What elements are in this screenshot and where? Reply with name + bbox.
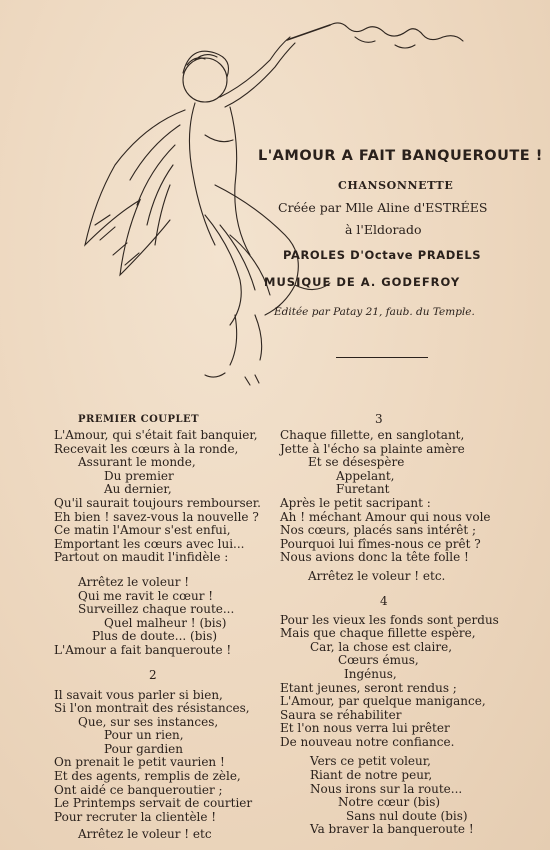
right-column [280, 413, 550, 837]
verse-line: Etant jeunes, seront rendus ; [280, 680, 457, 695]
composer-credit: MUSIQUE DE A. GODEFROY [264, 275, 461, 289]
verse-line: L'Amour, par quelque manigance, [280, 694, 486, 709]
verse-line: Partout on maudit l'infidèle : [54, 550, 229, 565]
refrain-line: Notre cœur (bis) [338, 795, 441, 810]
verse-line: Si l'on montrait des résistances, [54, 701, 250, 716]
verse-line: Pourquoi lui fîmes-nous ce prêt ? [280, 536, 481, 551]
verse-line: Après le petit sacripant : [280, 495, 431, 510]
verse-number: 4 [380, 593, 388, 608]
verse-line: Ah ! méchant Amour qui nous vole [280, 509, 491, 524]
verse-line: Et se désespère [308, 455, 405, 470]
creation-credit: Créée par Mlle Aline d'ESTRÉES [278, 200, 488, 215]
song-title: L'AMOUR A FAIT BANQUEROUTE ! [258, 148, 543, 164]
verse-line: Nous avions donc la tête folle ! [280, 550, 469, 565]
verse-line: Pour gardien [104, 741, 184, 756]
verse-line: Le Printemps servait de courtier [54, 796, 253, 811]
verse-line: L'Amour, qui s'était fait banquier, [54, 428, 258, 442]
verse-line: Pour les vieux les fonds sont perdus [280, 612, 499, 627]
verse-line: Et des agents, remplis de zèle, [54, 769, 241, 784]
verse-number: 3 [375, 412, 384, 426]
verse-line: Il savait vous parler si bien, [54, 687, 223, 702]
venue: à l'Eldorado [345, 222, 422, 237]
verse-line: Qu'il saurait toujours rembourser. [54, 495, 261, 510]
verse-line: Ce matin l'Amour s'est enfui, [54, 523, 231, 538]
verse-line: Car, la chose est claire, [310, 639, 453, 654]
verse-line: On prenait le petit vaurien ! [54, 755, 225, 770]
refrain-line: Surveillez chaque route... [78, 602, 235, 617]
divider-rule [336, 357, 428, 358]
verse-line: Du premier [104, 468, 174, 483]
verse-line: Cœurs émus, [338, 653, 419, 668]
refrain-line: Qui me ravit le cœur ! [78, 588, 214, 603]
refrain-line: Sans nul doute (bis) [346, 808, 468, 823]
verse-line: Emportant les cœurs avec lui... [54, 536, 245, 551]
verse-line: Pour recruter la clientèle ! [54, 809, 217, 824]
refrain-line: Riant de notre peur, [310, 768, 433, 783]
verse-line: Ingénus, [344, 666, 397, 681]
verse-line: Ont aidé ce banqueroutier ; [54, 782, 223, 797]
refrain-line: Arrêtez le voleur ! etc. [308, 568, 446, 583]
song-subtitle: CHANSONNETTE [338, 179, 454, 192]
verse-line: Saura se réhabiliter [280, 707, 402, 722]
verse-line: Chaque fillette, en sanglotant, [280, 428, 465, 442]
couplet-heading: PREMIER COUPLET [78, 414, 200, 425]
refrain-line: Arrêtez le voleur ! etc [78, 827, 212, 842]
verse-line: Et l'on nous verra lui prêter [280, 721, 450, 736]
verse-line: Que, sur ses instances, [78, 714, 219, 729]
refrain-line: Quel malheur ! (bis) [104, 615, 227, 630]
verse-line: Nos cœurs, placés sans intérêt ; [280, 523, 477, 538]
lyricist-credit: PAROLES D'Octave PRADELS [283, 248, 482, 262]
verse-line: Appelant, [336, 468, 395, 483]
refrain-line: Vers ce petit voleur, [310, 754, 431, 769]
verse-line: Furetant [336, 482, 390, 497]
verse-number: 2 [149, 667, 157, 682]
publisher-credit: Éditée par Patay 21, faub. du Temple. [274, 306, 475, 318]
verse-line: De nouveau notre confiance. [280, 734, 455, 749]
verse-line: Jette à l'écho sa plainte amère [280, 441, 465, 456]
refrain-line: Nous irons sur la route... [310, 781, 463, 796]
refrain-line: Arrêtez le voleur ! [78, 574, 190, 589]
verse-line: Assurant le monde, [78, 455, 196, 470]
left-column [54, 413, 284, 842]
verse-line: Au dernier, [104, 482, 172, 497]
refrain-line: Va braver la banqueroute ! [310, 822, 474, 837]
refrain-line: L'Amour a fait banqueroute ! [54, 642, 232, 657]
refrain-line: Plus de doute... (bis) [92, 629, 218, 644]
verse-line: Recevait les cœurs à la ronde, [54, 441, 239, 456]
verse-line: Mais que chaque fillette espère, [280, 626, 476, 641]
verse-line: Eh bien ! savez-vous la nouvelle ? [54, 509, 259, 524]
verse-line: Pour un rien, [104, 728, 184, 743]
